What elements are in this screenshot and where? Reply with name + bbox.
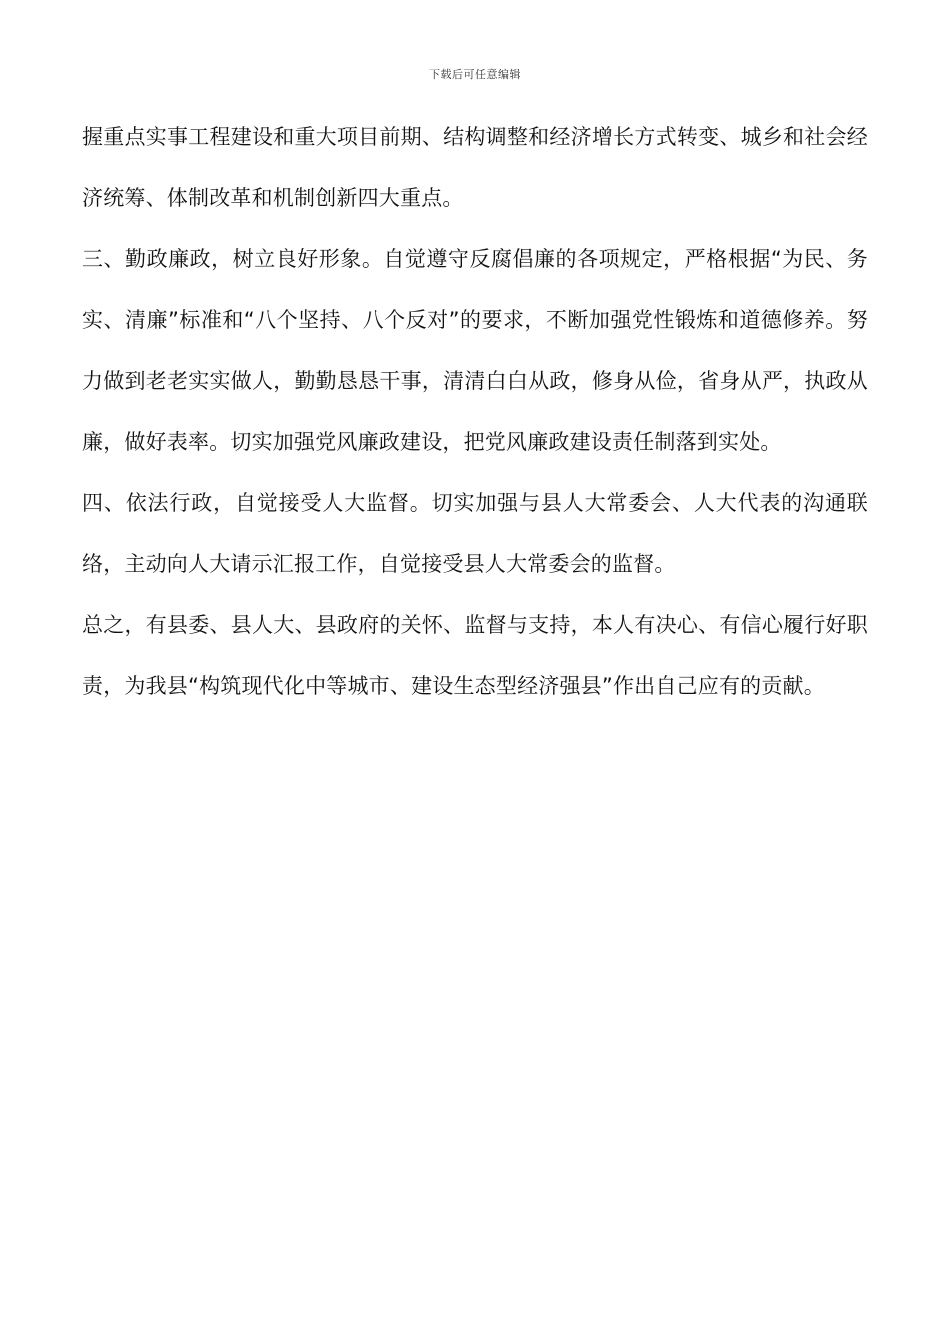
document-body: [82, 107, 868, 717]
page-header: 下载后可任意编辑: [429, 68, 521, 81]
paragraph-conclusion: 总之，有县委、县人大、县政府的关怀、监督与支持，本人有决心、有信心履行好职责，为我县“构筑现代化中等城市、建设生态型经济强县”作出自己应有的贡献。: [82, 613, 868, 698]
paragraph-section-three: 三、勤政廉政，树立良好形象。自觉遵守反腐倡廉的各项规定，严格根据“为民、务实、清廉”标准和“八个坚持、八个反对”的要求，不断加强党性锻炼和道德修养。努力做到老老实实做人，勤勤恳恳干事，清清白白从政，修身从俭，省身从严，执政从廉，做好表率。切实加强党风廉政建设，把党风廉政建设责任制落到实处。: [82, 247, 868, 454]
paragraph-section-four: 四、依法行政，自觉接受人大监督。切实加强与县人大常委会、人大代表的沟通联络，主动向人大请示汇报工作，自觉接受县人大常委会的监督。: [82, 491, 868, 576]
paragraph-continuation: 握重点实事工程建设和重大项目前期、结构调整和经济增长方式转变、城乡和社会经济统筹、体制改革和机制创新四大重点。: [82, 125, 868, 210]
